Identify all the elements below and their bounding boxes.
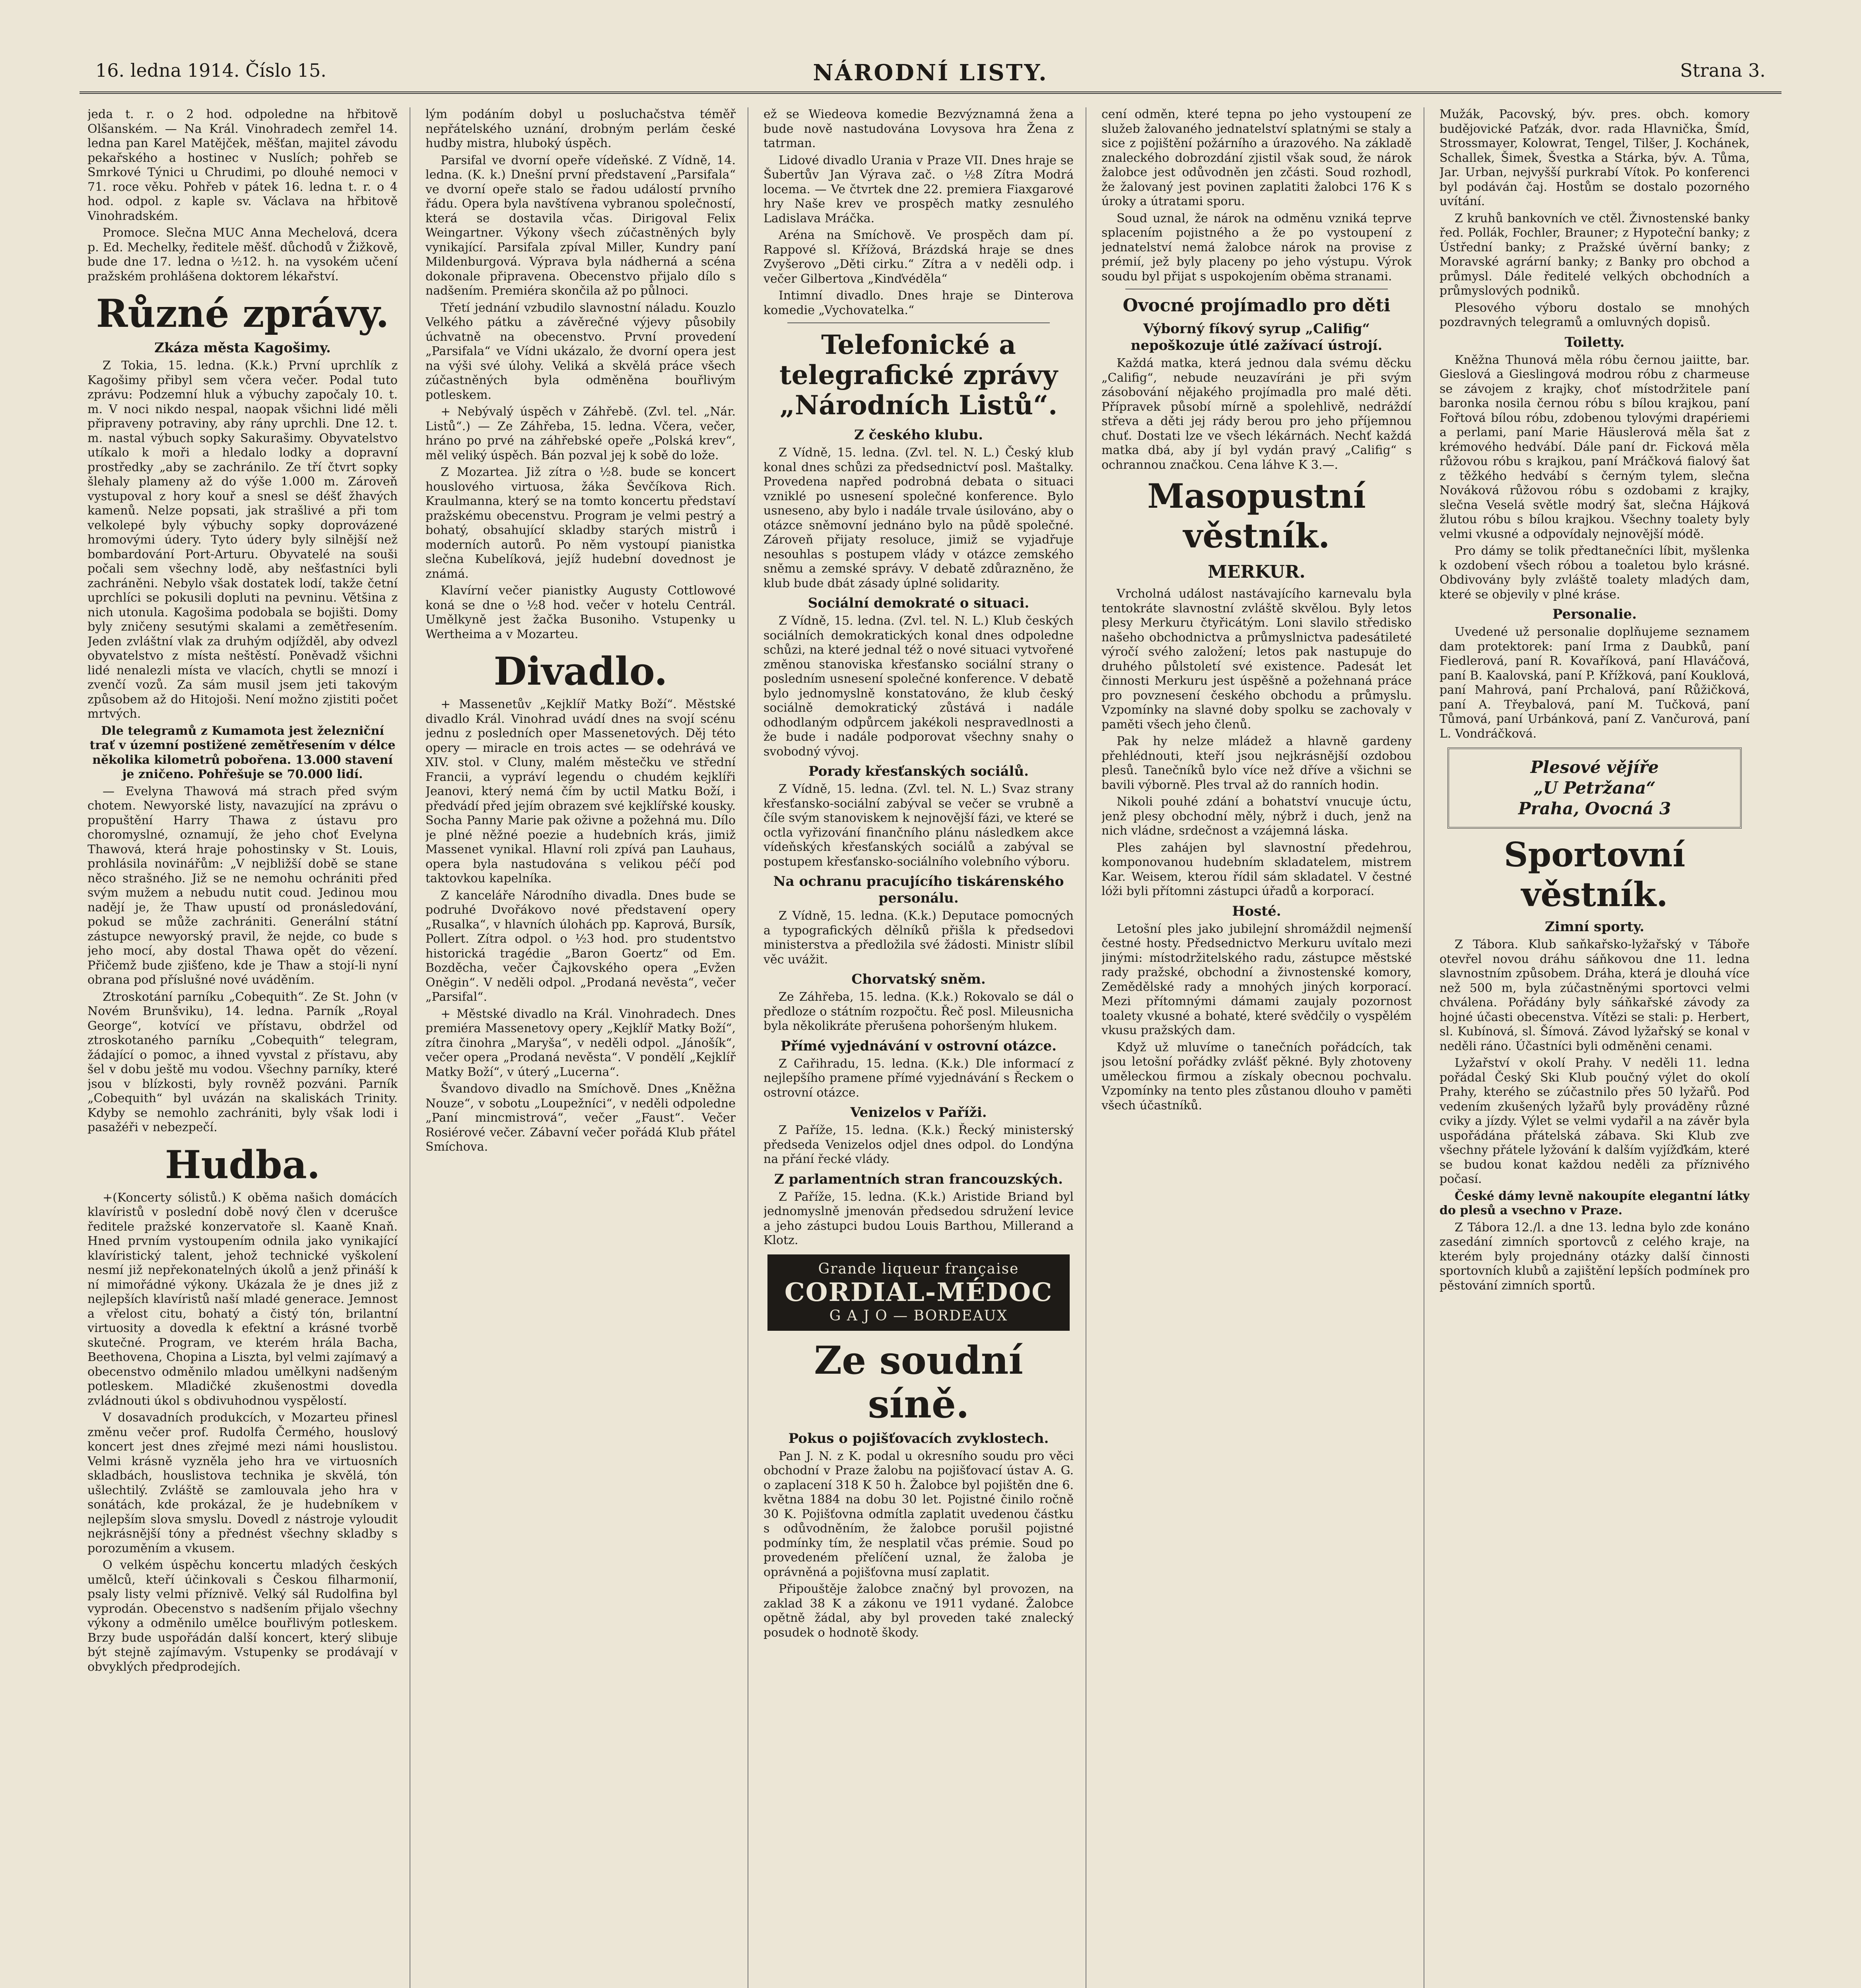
paragraph: Lyžařství v okolí Prahy. V neděli 11. ledna pořádal Český Ski Klub poučný výlet do okolí Prahy, kterého se zúčastnilo přes 50 lyžařů. Pod vedením zkušených lyžařů byly prováděny různé cviky a jízdy. Výlet se velmi vydařil a na závěr byla uspořádána přátelská zábava. Ski Klub zve všechny přátele lyžování k dalším vyjížďkám, které se budou konat každou neděli za příznivého počasí. [1439, 1056, 1750, 1186]
paragraph: V dosavadních produkcích, v Mozarteu přinesl změnu večer prof. Rudolfa Čermého, houslový koncert jest dnes zřejmé mezi námi houslistou. Velmi krásně vyzněla jeho hra ve virtuosních skladbách, houslistova technika je skvělá, tón ušlechtilý. Zvláště se zamlouvala jeho hra v sonátách, kde prokázal, že je hudebníkem v nejlepším slova smyslu. Dovedl z nástroje vyloudit nejkrásnější tóny a přednést všechny skladby s porozuměním a vkusem. [87, 1411, 398, 1555]
paragraph: Připouštěje žalobce značný byl provozen, na zaklad 38 K a zákonu ve 1911 vydané. Žalobce opětně žádal, aby byl proveden také znalecký posudek o hodnotě škody. [763, 1582, 1074, 1640]
section-heading-ze-soudni-sine: Ze soudní síně. [814, 1338, 1023, 1427]
column-4 [1101, 107, 1412, 1988]
paragraph: cení odměn, které tepna po jeho vystoupení ze služeb žalovaného jednatelství splatnými se staly a sice z pojištění požárního a úrazového. Na základě znaleckého dobrozdání zjistil však soud, že nárok žalobce jest odůvodněn jen zčásti. Soud rozhodl, že žalovaný jest povinen zaplatiti žalobci 176 K s úroky a útratami sporu. [1101, 107, 1412, 208]
paragraph: Ztroskotání parníku „Cobequith“. Ze St. John (v Novém Brunšviku), 14. ledna. Parník „Royal George“, kotvící ve přístavu, obdržel od ztroskotaného parníku „Cobequith“ telegram, žádající o pomoc, a ihned vyvstal z přístavu, aby šel v dobu ještě mu vodou. Všechny parníky, které jsou v blízkosti, byly rovněž pozváni. Parník „Cobequith“ byl uvázán na skaliskách Trinity. Kdyby se nemohlo zachrániti, byly však lodi i pasažéři v nebezpečí. [87, 990, 398, 1134]
article-heading: Sociální demokraté o situaci. [808, 595, 1030, 611]
paragraph: Kněžna Thunová měla róbu černou jaiitte, bar. Gieslová a Gieslingová modrou róbu z charmeuse se závojem z krajky, choť místodržitele paní baronka nosila černou róbu s bílou krajkou, paní Fořtová bílou róbu, zdobenou tylovými drapériemi a perlami, paní Marie Häuslerová měla šat z krémového hedvábí. Dále paní dr. Ficková měla růžovou róbu s krajkou, paní Mráčková fialový šat z těžkého hedvábí s černým tylem, slečna Nováková růžovou róbu s ozdobami z krajky, slečna Veselá světle modrý šat, slečna Hájková žlutou róbu s bílou krajkou. Všechny toalety byly velmi vkusné a odpovídaly nejnovější módě. [1439, 353, 1750, 541]
section-heading-telefonicke-zpravy: Telefonické a telegrafické zprávy „Národních Listů“. [779, 329, 1058, 421]
paragraph: Když už mluvíme o tanečních pořádcích, tak jsou letošní pořádky zvlášť pěkné. Byly zhotoveny uměleckou firmou a získaly obecnou pochvalu. Vzpomínky na tento ples zůstanou dlouho v paměti všech účastníků. [1101, 1040, 1412, 1112]
paragraph: Z Paříže, 15. ledna. (K.k.) Aristide Briand byl jednomyslně jmenován předsedou sdružení levice a jeho zástupci budou Louis Barthou, Millerand a Klotz. [763, 1190, 1074, 1247]
paragraph: Z kruhů bankovních ve ctěl. Živnostenské banky řed. Pollák, Fochler, Brauner; z Hypoteční banky; z Ústřední banky; z Pražské úvěrní banky; z Moravské agrární banky; z Banky pro obchod a průmysl. Dále ředitelé velkých obchodních a průmyslových podniků. [1439, 211, 1750, 298]
column-1 [87, 107, 398, 1988]
page-header [80, 48, 1781, 94]
paragraph: Ze Záhřeba, 15. ledna. (K.k.) Rokovalo se dál o předloze o státním rozpočtu. Řeč posl. Mileusnicha byla několikráte přerušena pohoršeným hlukem. [763, 990, 1074, 1033]
article-heading: Z českého klubu. [854, 427, 983, 443]
paragraph: — Evelyna Thawová má strach před svým chotem. Newyorské listy, navazující na zprávu o propuštění Harry Thawa z ústavu pro choromyslné, oznamují, že jeho choť Evelyna Thawová, která hraje pohostinsky v St. Louis, prohlásila novinářům: „V nejbližší době se stane něco strašného. Již se ne nemohu ochrániti před svým mužem a nebudu nutit coud. Jedinou mou nadějí je, že Thaw upustí od pronásledování, pokud se může zachrániti. Generální státní zástupce newyorský pravil, že nejde, co bude s jeho mocí, aby dostal Thawa opět do vězení. Přičemž bude zjišťeno, kde je Thaw a stojí-li nyní obrana pod příslušné nové uváděním. [87, 784, 398, 987]
article-heading: Zkáza města Kagošimy. [154, 340, 331, 356]
section-heading-hudba: Hudba. [165, 1142, 321, 1187]
paragraph: Každá matka, která jednou dala svému děcku „Califig“, nebude neuzavíráni je při svým zásobování nějakého projímadla pro malé děti. Přípravek působí mírně a spolehlivě, nedráždí střeva a děti jej rády berou pro jeho příjemnou chuť. Dostati lze ve všech lékárnách. Nechť každá matka dbá, aby jí byl vydán pravý „Califig“ s ochrannou značkou. Cena láhve K 3.—. [1101, 356, 1412, 472]
paragraph: Uvedené už personalie doplňujeme seznamem dam protektorek: paní Irma z Daubků, paní Fiedlerová, paní R. Kovaříková, paní Hlaváčová, paní B. Kaalovská, paní P. Křížková, paní Kouklová, paní Mahrová, paní Prchalová, paní Růžičková, paní A. Třeybalová, paní M. Tučková, paní Tůmová, paní Urbánková, paní Z. Vančurová, paní L. Vondráčková. [1439, 625, 1750, 741]
article-heading: Toiletty. [1564, 334, 1625, 350]
paragraph: Aréna na Smíchově. Ve prospěch dam pí. Rappové sl. Křížová, Brázdská hraje se dnes Zvyšerovo „Děti cirku.“ Zítra a v neděli odp. i večer Gilbertova „Kinďvéděla“ [763, 228, 1074, 286]
paragraph: Pro dámy se tolik předtanečníci líbit, myšlenka k ozdobení všech róbou a toaletou bylo krásné. Obdivovány byly zvláště toalety mladých dam, které se objevily v plné kráse. [1439, 544, 1750, 602]
paragraph: Soud uznal, že nárok na odměnu vzniká teprve splacením pojistného a že po vystoupení z jednatelství nemá žalobce nárok na provise z prémií, jež byly placeny po jeho výstupu. Výrok soudu byl přijat s uspokojením oběma stranami. [1101, 211, 1412, 283]
paragraph: Pak hy nelze mládež a hlavně gardeny přehlédnouti, kteří jsou nejkrásnější ozdobou plesů. Tanečníků bylo více než dříve a všichni se bavili výborně. Ples trval až do ranních hodin. [1101, 734, 1412, 792]
article-heading: MERKUR. [1208, 562, 1305, 582]
header-page-number: Strana 3. [1680, 60, 1766, 81]
article-heading: Zimní sporty. [1544, 919, 1645, 935]
article-heading: Přímé vyjednávání v ostrovní otázce. [781, 1038, 1057, 1054]
paragraph: Z Tokia, 15. ledna. (K.k.) První uprchlík z Kagošimy přibyl sem včera večer. Podal tuto zprávu: Podzemní hluk a výbuchy započaly 10. t. m. V noci nikdo nespal, naopak všichni lidé měli připraveny potraviny, aby rány uprchli. Dne 12. t. m. nastal výbuch sopky Sakurašimy. Obyvatelstvo utíkalo k moři a hledalo lodky a dopravní prostředky „aby se zachránilo. Ze tří čtvrt sopky šlehaly plameny až do výše 1.000 m. Zároveň vystupoval z hory kouř a snesl se déšť žhavých kamenů. Nelze popsati, jak strašlivé a při tom velkolepé byly výbuchy sopky doprovázené hromovými údery. Tyto údery byly silnější než bombardování Port-Arturu. Obyvatelé na souši počali sem všechny lodě, aby nešťastníci byli zachráněni. Nebylo však dostatek lodí, takže četní uprchlíci se pokusili dopluti na pevninu. Většina z nich utonula. Kagošima podobala se bojišti. Domy byly zničeny sesutými skalami a zemětřesením. Jeden zvláštní vlak za druhým odjížděl, aby odvezl obyvatelstvo z místa neštěstí. Poněvadž všichni lidé nenalezli místa ve vlacích, chytli se mnozí i zvenčí vozů. Za sám musil jsem jeti takovým způsobem až do Hitojoši. Není možno zjistiti počet mrtvých. [87, 359, 398, 721]
paragraph: Z Cařihradu, 15. ledna. (K.k.) Dle informací z nejlepšího pramene přímé vyjednávání s Řeckem o ostrovní otázce. [763, 1056, 1074, 1100]
paragraph: Mužák, Pacovský, býv. pres. obch. komory budějovické Paťzák, dvor. rada Hlavnička, Šmíd, Strossmayer, Kolowrat, Tengel, Tilšer, J. Kochánek, Schallek, Šimek, Švestka a Stárka, býv. A. Tůma, Jar. Urban, nejvyšší purkrabí Vítok. Po konferenci byl podáván čaj. Hostům se dostalo pozorného uvítání. [1439, 107, 1750, 208]
ad-text: Grande liqueur française [818, 1260, 1019, 1277]
paragraph: + Nebývalý úspěch v Záhřebě. (Zvl. tel. „Nár. Listů“.) — Ze Záhřeba, 15. ledna. Včera, večer, hráno po prvé na záhřebské opeře „Polská krev“, měl veliký úspěch. Bán pozval jej k sobě do lože. [425, 405, 736, 462]
paragraph: Z Vídně, 15. ledna. (Zvl. tel. N. L.) Český klub konal dnes schůzi za předsednictví posl. Maštalky. Provedena napřed podrobná debata o situaci vzniklé po usnesení společné konference. Bylo usneseno, aby bylo i nadále trvale úsilováno, aby o otázce sněmovní jednáno bylo na půdě společné. Zároveň přijaty resoluce, jimiž se vyjadřuje nesouhlas s postupem vlády v otázce zemského sněmu a zemské správy. V debatě zdůrazněno, že klub bude dbát zásady úplné solidarity. [763, 446, 1074, 590]
paragraph: Pan J. N. z K. podal u okresního soudu pro věci obchodní v Praze žalobu na pojišťovací ústav A. G. o zaplacení 318 K 50 h. Žalobce byl pojištěn dne 6. května 1884 na dobu 30 let. Pojistné činilo ročně 30 K. Pojišťovna odmítla zaplatit uvedenou částku s odůvodněním, že žalobce porušil pojistné podmínky tím, že nesplatil včas prémie. Soud po provedeném přelíčení uznal, že žaloba je oprávněná a pojišťovna musí zaplatit. [763, 1449, 1074, 1579]
ad-text: „U Petržana“ [1533, 778, 1656, 798]
paragraph: Ples zahájen byl slavnostní předehrou, komponovanou hudebním skladatelem, mistrem Kar. Weisem, kterou řídil sám skladatel. V čestné lóži byli přítomni zástupci úřadů a korporací. [1101, 841, 1412, 898]
section-heading-ruzne-zpravy: Různé zprávy. [96, 291, 389, 336]
paragraph: Nikoli pouhé zdání a bohatství vnucuje úctu, jenž plesy obchodní měly, nýbrž i duch, jenž na nich vládne, srdečnost a vzájemná láska. [1101, 795, 1412, 838]
ad-brand: CORDIAL-MÉDOC [784, 1277, 1053, 1307]
ad-text: Praha, Ovocná 3 [1518, 799, 1671, 818]
paragraph: Švandovo divadlo na Smíchově. Dnes „Kněžna Nouze“, v sobotu „Loupežníci“, v neděli odpoledne „Paní mincmistrová“, večer „Faust“. Večer Rosiérové večer. Zábavní večer pořádá Klub přátel Smíchova. [425, 1082, 736, 1154]
section-heading-divadlo: Divadlo. [493, 649, 668, 694]
paragraph: jeda t. r. o 2 hod. odpoledne na hřbitově Olšanském. — Na Král. Vinohradech zemřel 14. ledna pan Karel Matějček, měšťan, majitel závodu pekařského a hostinec v Nuslích; pohřeb se Smrkové Týnici u Chrudimi, po dlouhé nemoci v 71. roce věku. Pohřeb v pátek 16. ledna t. r. o 4 hod. odpol. z kaple sv. Václava na hřbitově Vinohradském. [87, 107, 398, 223]
ad-text: G A J O — BORDEAUX [829, 1307, 1008, 1324]
section-heading-sportovni-vestnik: Sportovní věstník. [1504, 835, 1686, 914]
paragraph: + Městské divadlo na Král. Vinohradech. Dnes premiéra Massenetovy opery „Kejklíř Matky Boží“, zítra činohra „Maryša“, v neděli odpol. „Jánošík“, večer opera „Prodaná nevěsta“. V pondělí „Kejklíř Matky Boží“, v úterý „Lucerna“. [425, 1007, 736, 1079]
ad-text: Plesové vějíře [1530, 757, 1659, 777]
article-heading: Chorvatský sněm. [851, 971, 986, 987]
column-2 [425, 107, 736, 1988]
column-3 [763, 107, 1074, 1988]
paragraph: České dámy levně nakoupíte elegantní látky do plesů a vsechno v Praze. [1439, 1189, 1750, 1217]
article-heading: Personalie. [1552, 606, 1637, 622]
article-heading: Na ochranu pracujícího tiskárenského personálu. [773, 874, 1064, 906]
paragraph: Z Vídně, 15. ledna. (Zvl. tel. N. L.) Svaz strany křesťansko-sociální zabýval se večer se vrubně a číle svým stanoviskem k nejnovější fázi, ve které se octla vyřizování finančního plánu následkem akce vídeňských křesťanských sociálů a zabýval se postupem křesťansko-sociálního volebního výboru. [763, 782, 1074, 869]
header-date: 16. ledna 1914. Číslo 15. [95, 60, 326, 81]
paragraph: +(Koncerty sólistů.) K oběma našich domácích klavíristů v poslední době nový člen v dcerušce ředitele pražské konzervatoře sl. Kaaně Knaň. Hned prvním vystoupením odnila jako vynikající klavíristický talent, jehož technické vyškolení nesmí již nepřekonatelných úkolů a jenž přináší k ní mimořádné výkony. Ukázala že je dnes již z nejlepších klavíristů naší mladé generace. Jemnost a vřelost citu, bohatý a čistý tón, brilantní virtuosity a dovedla k efektní a krásné tvorbě skutečné. Program, ve kterém hrála Bacha, Beethovena, Chopina a Liszta, byl velmi zajímavý a obecenstvo odměnilo mladou umělkyni nadšeným potleskem. Mladičké zkušenostmi dovedla zvládnouti úkol s obdivuhodnou vyspělostí. [87, 1190, 398, 1408]
article-heading: Pokus o pojišťovacích zvyklostech. [788, 1430, 1049, 1446]
article-heading: Porady křesťanských sociálů. [808, 763, 1029, 779]
paragraph: Letošní ples jako jubilejní shromáždil nejmenší čestné hosty. Předsednictvo Merkuru uvítalo mezi jinými: místodržitelského radu, zástupce městské rady pražské, obchodní a živnostenské komory, Zemědělské rady a mnohých jiných korporací. Mezi přítomnými dámami zaujaly pozornost toalety vkusné a bohaté, které svědčily o vyspělém vkusu pražských dam. [1101, 922, 1412, 1037]
paragraph: Z kanceláře Národního divadla. Dnes bude se podruhé Dvořákovo nové představení opery „Rusalka“, v hlavních úlohách pp. Kaprová, Bursík, Pollert. Zítra odpol. o ½3 hod. pro studentstvo historická tragédie „Baron Goertz“ od Em. Bozděcha, večer Čajkovského opera „Evžen Oněgin“. V neděli odpol. „Prodaná nevěsta“, večer „Parsifal“. [425, 888, 736, 1004]
header-title: NÁRODNÍ LISTY. [813, 60, 1048, 86]
paragraph: Z Vídně, 15. ledna. (K.k.) Deputace pomocných a typografických dělníků přišla k předsedovi ministerstva a předložila své žádosti. Ministr slíbil věc uvážit. [763, 909, 1074, 967]
article-heading: Venizelos v Paříži. [850, 1105, 987, 1120]
paragraph: Z Paříže, 15. ledna. (K.k.) Řecký ministerský předseda Venizelos odjel dnes odpol. do Londýna na přání řecké vlády. [763, 1123, 1074, 1166]
paragraph: + Massenetův „Kejklíř Matky Boží“. Městské divadlo Král. Vinohrad uvádí dnes na svojí scénu jednu z posledních oper Massenetových. Děj této opery — miracle en trois actes — se odehrává ve XIV. stol. v Cluny, malém městečku ve střední Francii, a vypráví legendu o chudém kejklíři Jeanovi, který nemá čím by uctil Matku Boží, i předvádí před jejím obrazem své kejklířské kousky. Socha Panny Marie pak oživne a požehná mu. Dílo je plné něžné poezie a hudebních krás, jimiž Massenet vynikal. Hlavní roli zpívá pan Lauhaus, opera byla nastudována s velikou péčí pod taktovkou kapelníka. [425, 697, 736, 885]
column-5 [1439, 107, 1750, 1988]
bold-paragraph: Dle telegramů z Kumamota jest železniční trať v územní postižené zemětřesením v délce několika kilometrů pobořena. 13.000 stavení je zničeno. Pohřešuje se 70.000 lidí. [89, 724, 396, 781]
paragraph: Plesového výboru dostalo se mnohých pozdravných telegramů a omluvných dopisů. [1439, 301, 1750, 329]
paragraph: Z Vídně, 15. ledna. (Zvl. tel. N. L.) Klub českých sociálních demokratických konal dnes odpoledne schůzi, na které jednal též o nové situaci vytvořené změnou stanoviska křesťansko sociální strany o posledním usnesení společné konference. V debatě bylo jednomyslně konstatováno, že klub český sociálně demokratický zůstává i nadále odhodlaným odpůrcem jakékoli nespravedlnosti a že bude i nadále podporovat všechny snahy o svobodný vývoj. [763, 614, 1074, 759]
paragraph: Vrcholná událost nastávajícího karnevalu byla tentokráte slavnostní zvláště skvělou. Byly letos plesy Merkuru čtyřicátým. Loni slavilo středisko našeho obchodnictva a průmyslnictva padesátileté výročí svého založení; letos pak nastupuje do druhého půlstoletí své existence. Padesát let činnosti Merkuru jest úspěšně a požehnaná práce pro povznesení českého obchodu a průmyslu. Vzpomínky na slavné doby spolku se zachovaly v paměti všech jeho členů. [1101, 587, 1412, 732]
paragraph: Intimní divadlo. Dnes hraje se Dinterova komedie „Vychovatelka.“ [763, 289, 1074, 317]
article-heading: Ovocné projímadlo pro děti [1123, 295, 1391, 316]
paragraph: Z Tábora 12./l. a dne 13. ledna bylo zde konáno zasedání zimních sportovců z celého kraje, na kterém byly projednány otázky další činnosti sportovních klubů a zajištění lepších podmínek pro pěstování zimních sportů. [1439, 1220, 1750, 1293]
paragraph: Klavírní večer pianistky Augusty Cottlowové koná se dne o ½8 hod. večer v hotelu Centrál. Umělkyně jest žačka Busoniho. Vstupenky u Wertheima a v Mozarteu. [425, 584, 736, 641]
article-heading: Z parlamentních stran francouzských. [774, 1171, 1063, 1187]
paragraph: lým podáním dobyl u posluchačstva téměř nepřátelského uznání, drobným perlám české hudby mistra, hluboký úspěch. [425, 107, 736, 150]
advertisement-cordial-medoc [767, 1254, 1070, 1331]
divider [787, 322, 1050, 323]
article-heading: Hosté. [1232, 903, 1281, 919]
paragraph: Třetí jednání vzbudilo slavnostní náladu. Kouzlo Velkého pátku a závěrečné výjevy působily úchvatně na obecenstvo. První provedení „Parsifala“ ve Vídni ukázalo, že dvorní opera jest na výši své úlohy. Veliká a skvělá práce všech zúčastněných byla odměněna bouřlivým potleskem. [425, 301, 736, 402]
paragraph: Z Mozartea. Již zítra o ½8. bude se koncert houslového virtuosa, žáka Ševčíkova Rich. Kraulmanna, který se na tomto koncertu představí pražskému obecenstvu. Program je velmi pestrý a bohatý, obsahující skladby starých mistrů i moderních autorů. Po něm vystoupí pianistka slečna Kubelíková, jejíž hudební dovednost je známá. [425, 465, 736, 581]
advertisement-plesove-vejire [1447, 747, 1742, 829]
paragraph: Z Tábora. Klub saňkařsko-lyžařský v Táboře otevřel novou dráhu sáňkovou dne 11. ledna slavnostním způsobem. Dráha, která je dlouhá více než 500 m, byla zúčastněnými sportovci velmi chválena. Pořádány byly sáňkařské závody za hojné účasti obecenstva. Vítězi se stali: p. Herbert, sl. Kubínová, sl. Šímová. Závod lyžařský se konal v neděli ráno. Účastníci byli odměněni cenami. [1439, 938, 1750, 1053]
section-heading-masopustni-vestnik: Masopustní věstník. [1147, 476, 1366, 555]
paragraph: Promoce. Slečna MUC Anna Mechelová, dcera p. Ed. Mechelky, ředitele měšť. důchodů v Žižkově, bude dne 17. ledna o ½12. h. na vysokém učení pražském prohlášena doktorem lékařství. [87, 226, 398, 283]
article-subheading: Výborný fíkový syrup „Califig“ nepoškozuje útlé zažívací ústrojí. [1131, 321, 1383, 353]
paragraph: Parsifal ve dvorní opeře vídeňské. Z Vídně, 14. ledna. (K. k.) Dnešní první představení „Parsifala“ ve dvorní opeře stalo se řadou událostí prvního řádu. Opera byla navštívena vybranou společností, která se dostavila včas. Dirigoval Felix Weingartner. Výkony všech zúčastněných byly vynikající. Parsifala zpíval Miller, Kundry paní Mildenburgová. Výprava byla nádherná a scéna dokonale připravena. Obecenstvo přijalo dílo s nadšením. Premiéra skončila až po půlnoci. [425, 153, 736, 298]
paragraph: Lidové divadlo Urania v Praze VII. Dnes hraje se Šubertův Jan Výrava zač. o ½8 Zítra Modrá locema. — Ve čtvrtek dne 22. premiera Fiaxgarové hry Naše krev ve prospěch matky zesnulého Ladislava Mráčka. [763, 153, 1074, 225]
paragraph: O velkém úspěchu koncertu mladých českých umělců, kteří účinkovali s Českou filharmonií, psaly listy velmi příznivě. Velký sál Rudolfina byl vyprodán. Obecenstvo s nadšením přijalo všechny výkony a odměnilo umělce bouřlivým potleskem. Brzy bude uspořádán další koncert, který slibuje být stejně zajímavým. Vstupenky se prodávají v obvyklých předprodejích. [87, 1558, 398, 1674]
paragraph: ež se Wiedeova komedie Bezvýznamná žena a bude nově nastudována Lovysova hra Žena z tatrman. [763, 107, 1074, 150]
